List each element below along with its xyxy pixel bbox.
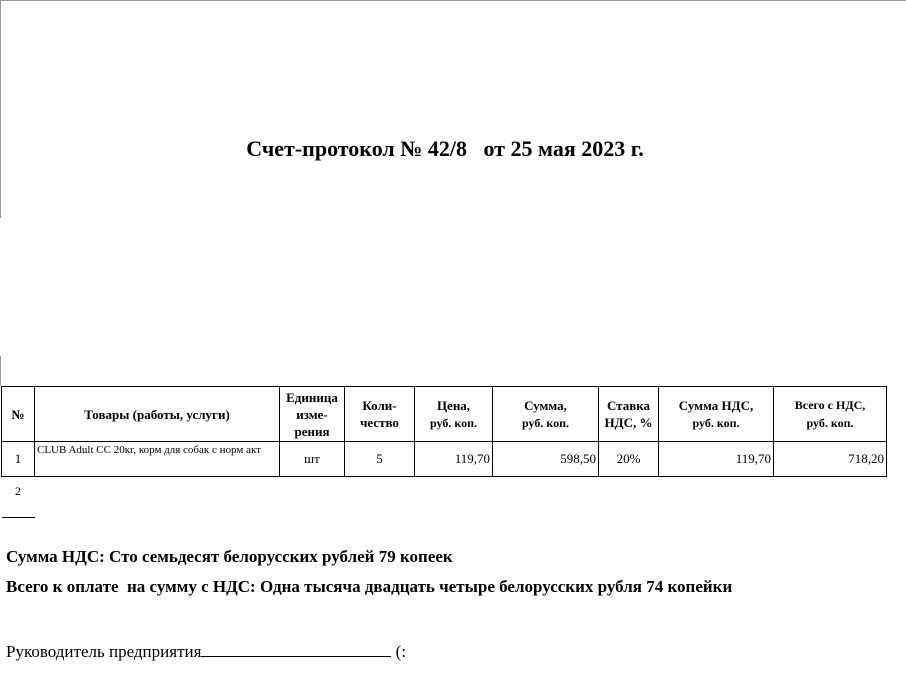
director-signature: [6, 642, 406, 662]
header-price: Цена, руб. коп.: [415, 387, 493, 442]
page-left-border: [0, 0, 1, 218]
page-top-border: [0, 0, 906, 1]
header-vat-rate: Ставка НДС, %: [599, 387, 659, 442]
row-vat-rate: 20%: [599, 442, 659, 477]
header-num: №: [2, 387, 35, 442]
table-row: [2, 442, 887, 477]
total-in-words: Всего к оплате на сумму с НДС: Одна тысяча двадцать четыре белорусских рубля 74 копейки: [6, 577, 733, 596]
vat-sum-in-words: Сумма НДС: Сто семьдесят белорусских рублей 79 копеек: [6, 547, 453, 566]
row-qty: 5: [345, 442, 415, 477]
row-unit: шт: [280, 442, 345, 477]
row-num: 1: [2, 442, 35, 477]
row-vat-sum: 119,70: [659, 442, 774, 477]
row-total: 718,20: [774, 442, 887, 477]
header-vat-sum: Сумма НДС, руб. коп.: [659, 387, 774, 442]
row-sum: 598,50: [493, 442, 599, 477]
header-total: Всего с НДС, руб. коп.: [774, 387, 887, 442]
document-title: Счет-протокол № 42/8 от 25 мая 2023 г.: [246, 136, 644, 161]
header-sum: Сумма, руб. коп.: [493, 387, 599, 442]
table-row-next: [2, 477, 887, 518]
page-left-border-lower: [0, 356, 1, 386]
table-header-row: [2, 387, 887, 442]
signature-label: Руководитель предприятия: [6, 642, 202, 661]
header-unit: Единица изме- рения: [280, 387, 345, 442]
header-goods: Товары (работы, услуги): [35, 387, 280, 442]
signature-paren: (:: [395, 642, 407, 661]
row-price: 119,70: [415, 442, 493, 477]
signature-line: [201, 642, 391, 657]
items-table: [1, 386, 887, 518]
row-goods: CLUB Adult CC 20кг, корм для собак с норм акт: [35, 442, 280, 477]
next-row-num: 2: [2, 477, 35, 518]
header-qty: Коли- чество: [345, 387, 415, 442]
